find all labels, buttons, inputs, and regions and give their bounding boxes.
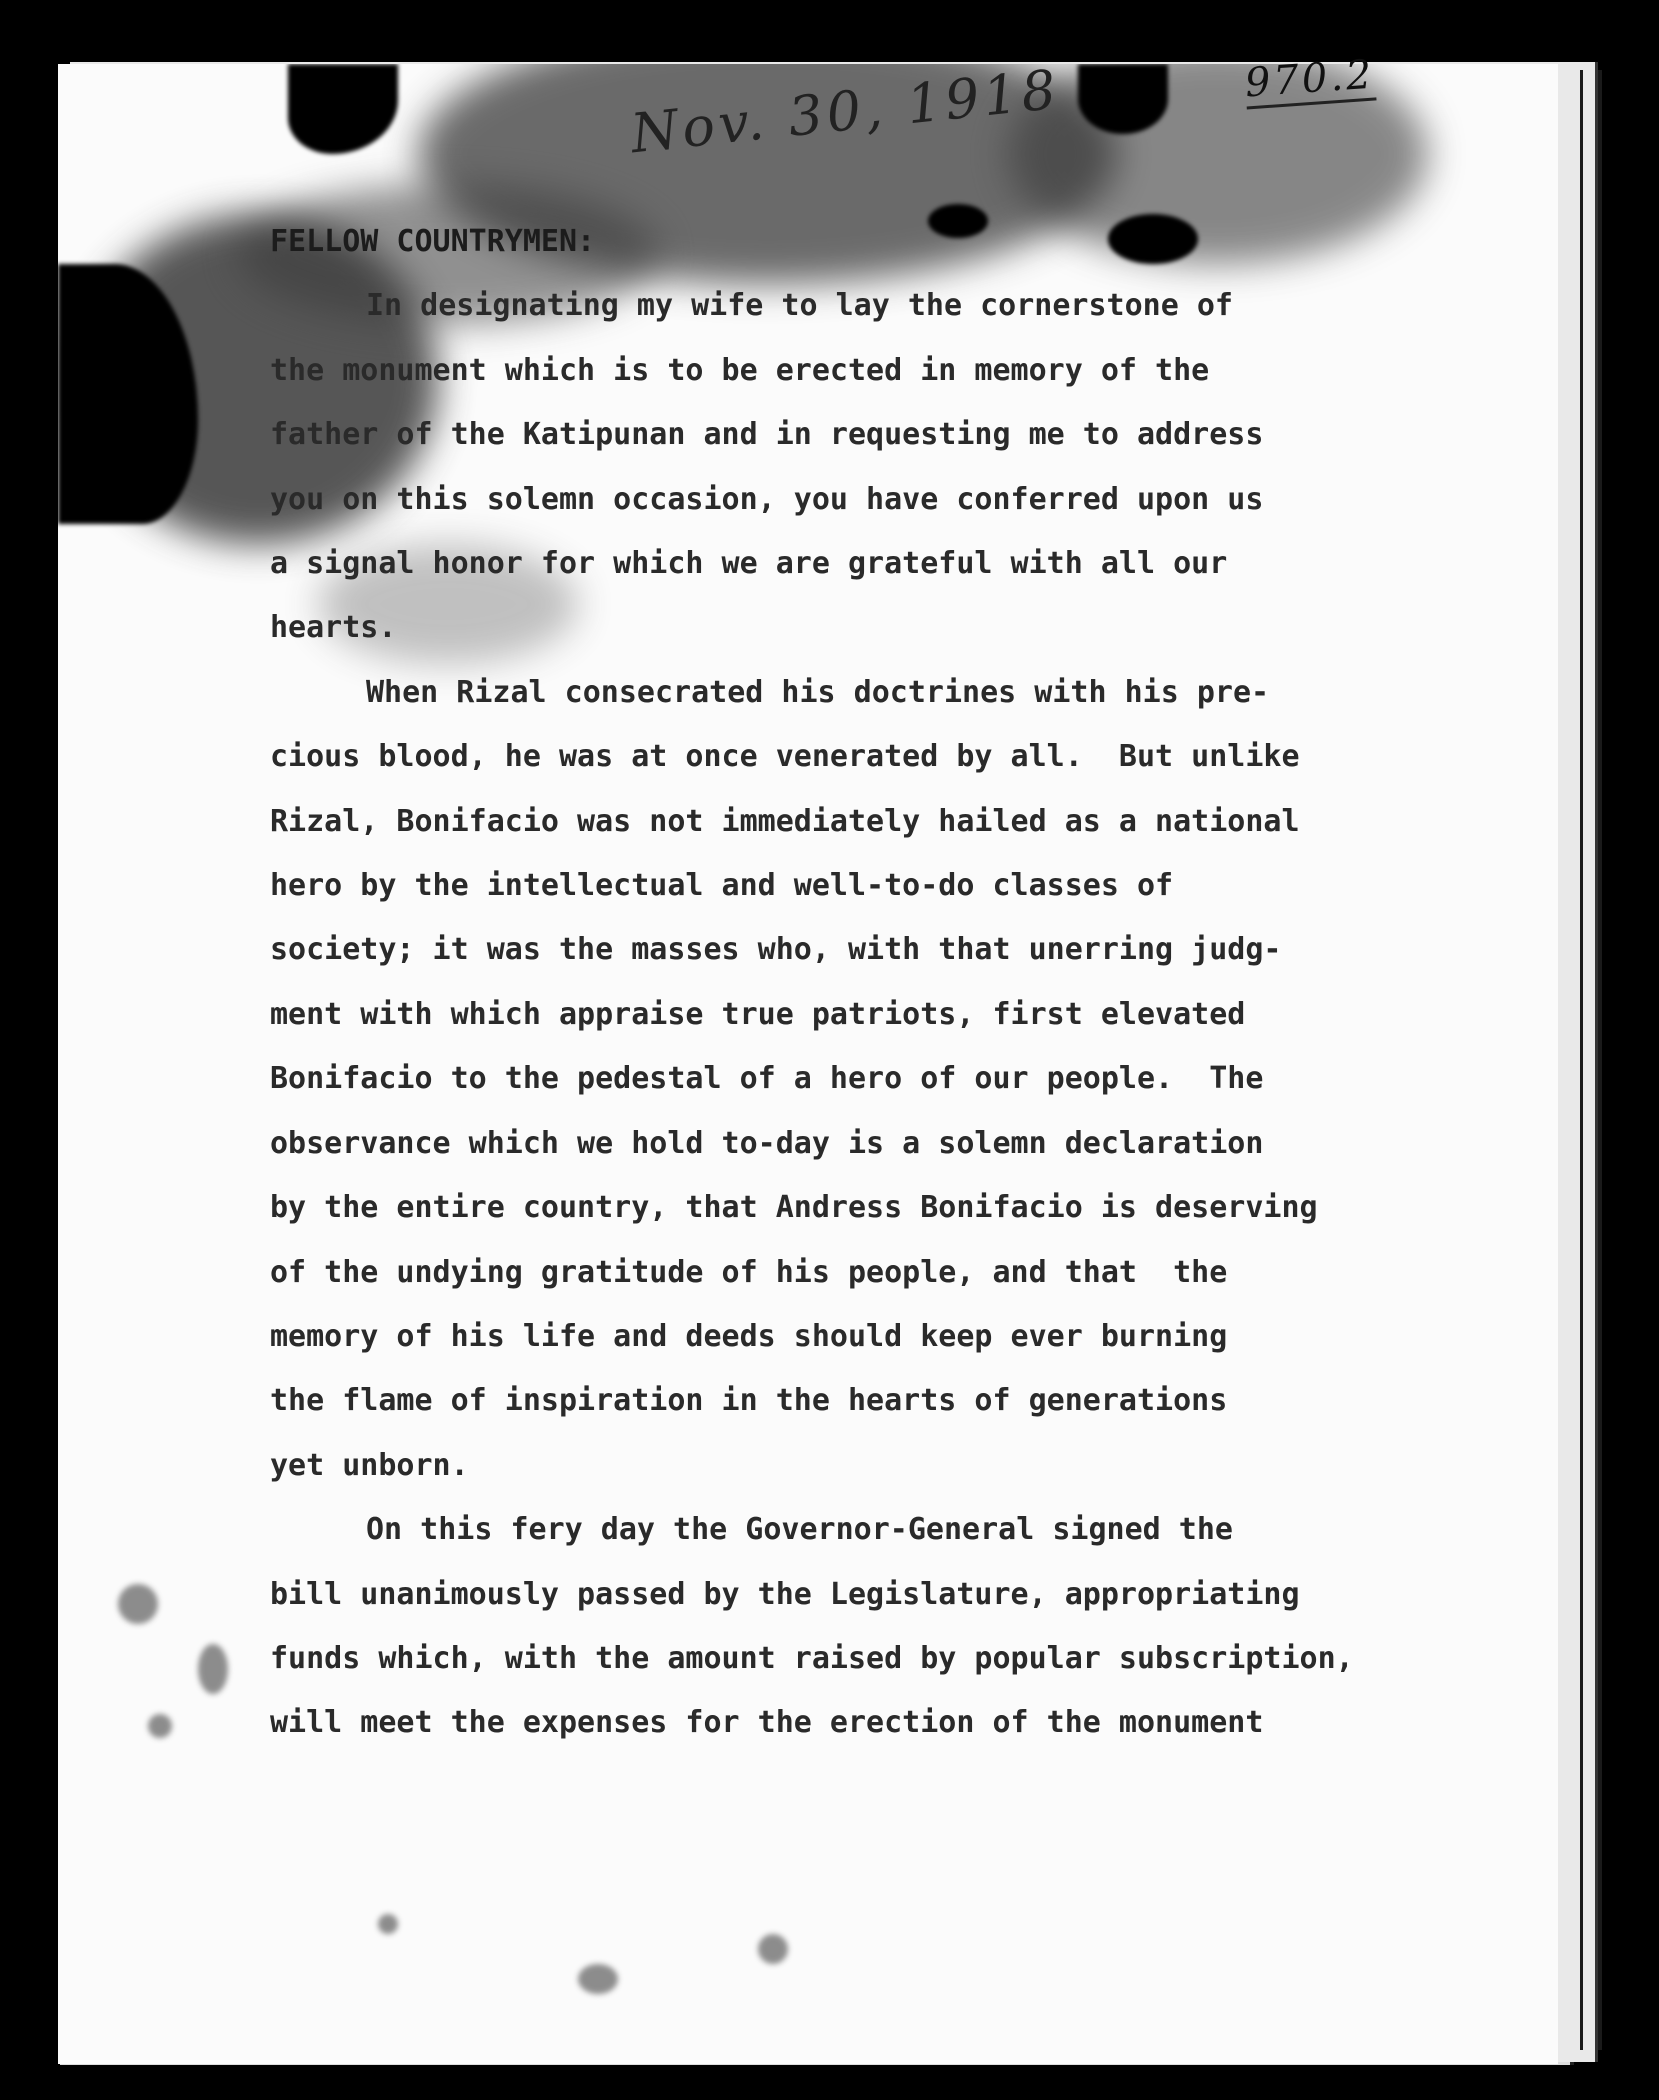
- text-line: hearts.: [270, 610, 397, 646]
- text-line: bill unanimously passed by the Legislature, appropriating: [270, 1576, 1300, 1612]
- speck: [578, 1964, 618, 1994]
- text-line: On this fery day the Governor-General signed the: [366, 1512, 1233, 1548]
- torn-edge: [288, 64, 398, 154]
- text-line: funds which, with the amount raised by popular subscription,: [270, 1640, 1354, 1676]
- text-line: When Rizal consecrated his doctrines with his pre-: [366, 674, 1270, 710]
- text-line: Rizal, Bonifacio was not immediately hailed as a national: [270, 803, 1300, 839]
- text-line: ment with which appraise true patriots, first elevated: [270, 996, 1246, 1032]
- text-line: you on this solemn occasion, you have conferred upon us: [270, 481, 1264, 517]
- speck: [198, 1644, 228, 1694]
- paragraph-3: [270, 1498, 1470, 1756]
- text-line: by the entire country, that Andress Bonifacio is deserving: [270, 1190, 1318, 1226]
- text-line: the monument which is to be erected in memory of the: [270, 352, 1210, 388]
- text-line: observance which we hold to-day is a solemn declaration: [270, 1125, 1264, 1161]
- paragraph-2: [270, 661, 1470, 1498]
- speck: [758, 1934, 788, 1964]
- text-line: the flame of inspiration in the hearts of generations: [270, 1383, 1228, 1419]
- page-edge: [1598, 70, 1602, 2050]
- paragraph-1: [270, 274, 1470, 660]
- salutation: FELLOW COUNTRYMEN:: [270, 224, 596, 259]
- torn-edge: [1078, 64, 1168, 134]
- speck: [378, 1914, 398, 1934]
- text-line: society; it was the masses who, with that unerring judg-: [270, 932, 1282, 968]
- page-edge: [1580, 70, 1583, 2050]
- text-line: hero by the intellectual and well-to-do classes of: [270, 868, 1174, 904]
- letter-body: [270, 210, 1470, 1756]
- text-line: Bonifacio to the pedestal of a hero of our people. The: [270, 1061, 1264, 1097]
- text-line: In designating my wife to lay the cornerstone of: [366, 288, 1233, 324]
- text-line: memory of his life and deeds should keep ever burning: [270, 1318, 1228, 1354]
- text-line: a signal honor for which we are grateful with all our: [270, 546, 1228, 582]
- text-line: of the undying gratitude of his people, and that the: [270, 1254, 1228, 1290]
- speck: [148, 1714, 172, 1738]
- speck: [118, 1584, 158, 1624]
- handwritten-file-number: 970.2: [1243, 52, 1376, 110]
- text-line: will meet the expenses for the erection of the monument: [270, 1705, 1264, 1741]
- text-line: yet unborn.: [270, 1447, 469, 1483]
- handwritten-date: Nov. 30, 1918: [627, 57, 1063, 166]
- text-line: cious blood, he was at once venerated by all. But unlike: [270, 739, 1300, 775]
- text-line: father of the Katipunan and in requesting me to address: [270, 417, 1264, 453]
